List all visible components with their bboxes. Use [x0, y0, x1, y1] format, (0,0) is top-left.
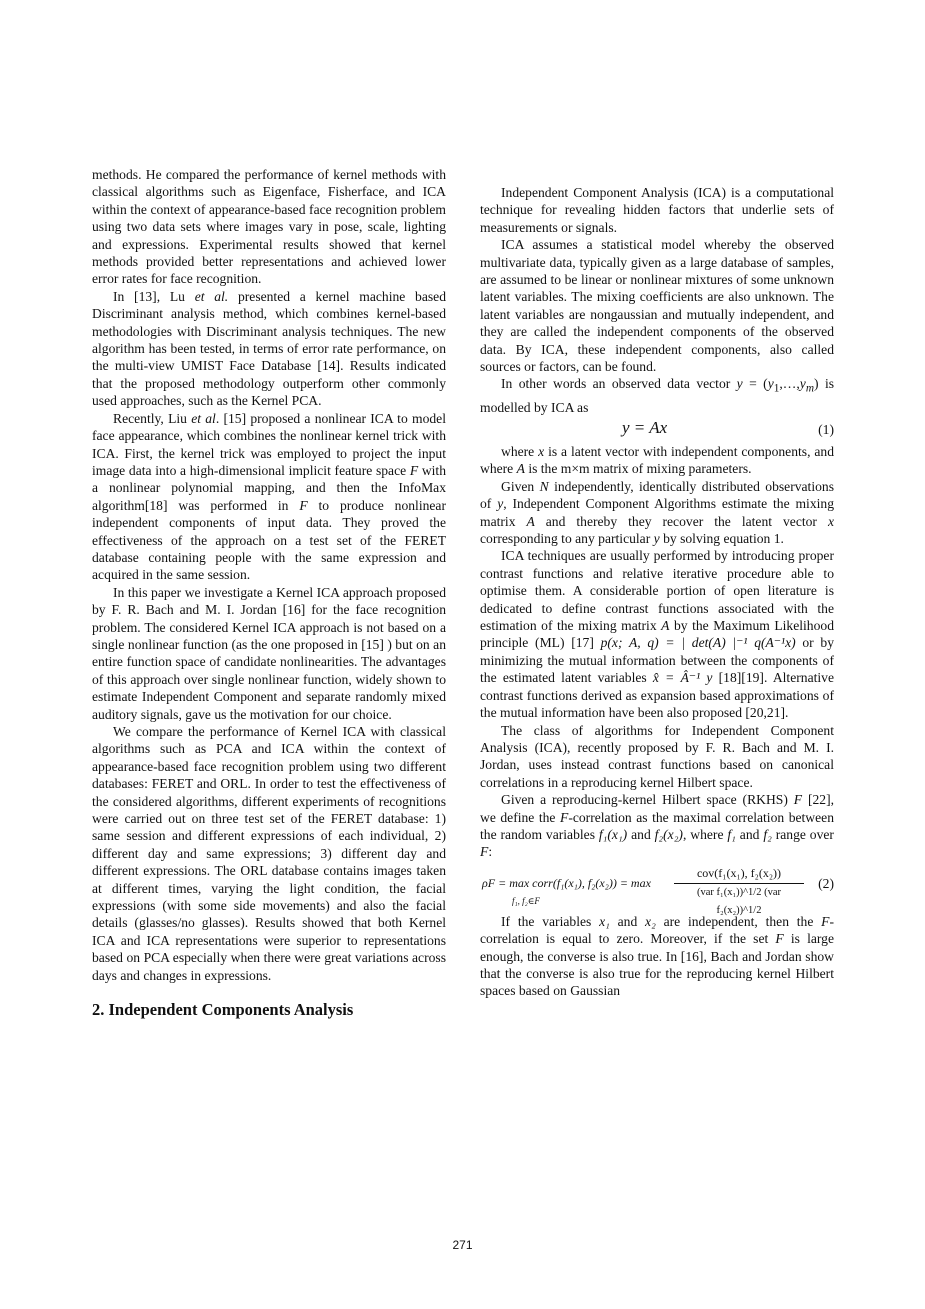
right-paragraph-5 [480, 478, 834, 548]
italic-run: N [539, 478, 549, 494]
equation-2-numerator: cov(f₁(x₁), f₂(x₂)) [674, 865, 804, 884]
italic-run: f₂(x₂) [654, 826, 683, 842]
right-paragraph-8 [480, 791, 834, 861]
text-run: is large enough, the converse is also true. In [16], Bach and Jordan show that the converse is also true for the reproducing kernel Hilbert spaces based on Gaussian [480, 931, 834, 999]
italic-run: y [799, 376, 806, 392]
text-run: , where [682, 826, 728, 842]
text-run: corresponding to any particular [480, 531, 654, 547]
text-run: ,…, [779, 376, 800, 392]
section-heading: 2. Independent Components Analysis [92, 1000, 354, 1020]
text-run: with a nonlinear polynomial mapping, and then the InfoMax algorithm[18] was performed in [92, 462, 446, 513]
right-paragraph-1: Independent Component Analysis (ICA) is a computational technique for revealing hidden factors that underlie sets of measurements or signals. [480, 185, 834, 235]
italic-run: x₂ [645, 913, 656, 929]
left-paragraph-2 [92, 288, 446, 410]
text-run: . [15] proposed a nonlinear ICA to model face appearance, which combines the nonlinear kernel trick with ICA. First, the kernel trick was employed to project the input image data into a high-dimensional implicit feature space [92, 410, 446, 478]
text-run: , Independent Component Algorithms estimate the mixing matrix [480, 496, 834, 529]
text-run: Given a reproducing-kernel Hilbert space (RKHS) [501, 792, 794, 808]
italic-run: A [516, 461, 525, 477]
equation-2-lhs [482, 875, 651, 911]
text-run: [22], we define the [480, 792, 834, 825]
italic-run: F [409, 462, 419, 478]
text-run: [18][19]. Alternative contrast functions derived as expansion based approximations of the mutual information have been also proposed [20,21]. [480, 670, 834, 721]
italic-run: x [827, 513, 834, 529]
right-paragraph-4 [480, 443, 834, 478]
text-run: ρF = max corr(f₁(x₁), f₂(x₂)) = max [482, 875, 651, 890]
left-paragraph-3 [92, 410, 446, 584]
italic-run: y [497, 496, 504, 512]
left-column [92, 166, 446, 1019]
equation-2-fraction [674, 865, 804, 919]
right-paragraph-6 [480, 547, 834, 721]
right-paragraph-2: ICA assumes a statistical model whereby the observed multivariate data, typically given as a large database of samples, are assumed to be linear or nonlinear mixtures of some unknown latent variables. The mixing coefficients are also unknown. The latent variables are nongaussian and mutually independent, and they are called the independent components of the observed data. By ICA, these independent components, also called sources or factors, can be found. [480, 237, 834, 375]
text-run: ICA techniques are usually performed by introducing proper contrast functions and relative iterative procedure able to optimise them. A considerable portion of open literature is dedicated to define contrast functions associated with the estimation of the mixing matrix [480, 548, 834, 634]
subscript: m [805, 383, 815, 396]
left-paragraph-4: In this paper we investigate a Kernel ICA approach proposed by F. R. Bach and M. I. Jordan [16] for the face recognition problem. The considered Kernel ICA approach is not based on a single nonlinear function (as the one proposed in [15] ) but on an entire function space of candidate nonlinearities. The advantages of this approach over single nonlinear function, widely shown to estimate Independent Component and separate randomly mixed auditory signals, gave us the motivation for our choice. [92, 584, 446, 722]
text-run: by solving equation 1. [659, 531, 784, 547]
equation-1 [480, 419, 834, 441]
italic-run: x₁ [599, 913, 610, 929]
text-run: -correlation as the maximal correlation between the random variables [480, 809, 834, 842]
subscript: 1 [773, 383, 780, 396]
left-paragraph-1: methods. He compared the performance of kernel methods with classical algorithms such as Eigenface, Fisherface, and ICA within the context of appearance-based face recognition problem using two data sets where images vary in pose, scale, lighting and expressions. Experimental results showed that kernel methods provided better representations and achieved lower error rates for face recognition. [92, 167, 446, 287]
likelihood-formula: p(x; A, q) = | det(A) |⁻¹ q(A⁻¹x) [600, 635, 796, 651]
text-run: to produce nonlinear independent components of input data. They proved the effectiveness of the approach on a test set of the FERET database containing people with the same expression and acquired in the same session. [92, 497, 446, 583]
text-run: In [13], Lu [113, 288, 195, 304]
text-run: If the variables [501, 913, 600, 929]
italic-run: f₂ [763, 826, 772, 842]
page-number: 271 [452, 1238, 473, 1252]
right-paragraph-7: The class of algorithms for Independent Component Analysis (ICA), recently proposed by F. R. Bach and M. I. Jordan, uses instead contrast functions based on canonical correlations in a reproducing kernel Hilbert space. [480, 722, 834, 790]
text-run: : [488, 844, 493, 860]
text-run: -correlation is equal to zero. Moreover, if the set [480, 913, 835, 947]
equation-2 [480, 865, 834, 916]
italic-run: F [480, 844, 489, 860]
text-run: and [609, 913, 646, 929]
text-run: independently, identically distributed observations of [480, 478, 834, 512]
italic-run: F [821, 913, 830, 929]
text-run: = ( [742, 376, 768, 392]
text-run: and [735, 826, 764, 842]
text-run: and thereby they recover the latent vector [534, 513, 828, 529]
text-run: ) is modelled by ICA as [480, 376, 835, 415]
text-run: where [501, 444, 539, 459]
italic-run: F [299, 497, 308, 513]
italic-run: A [661, 618, 670, 634]
text-run: or by minimizing the mutual information between the components of the estimated latent variables [480, 635, 835, 686]
equation-2-denominator: (var f₁(x₁))^1/2 (var f₂(x₂))^1/2 [697, 887, 781, 916]
text-run: range over [771, 826, 834, 842]
italic-run: y [736, 376, 743, 392]
estimate-formula: x̂ = Â⁻¹ y [652, 670, 713, 686]
italic-run: y [767, 376, 774, 392]
italic-run: et al [191, 410, 216, 426]
italic-run: f₁(x₁) [598, 826, 628, 842]
italic-run: et al. [194, 288, 229, 304]
text-run: and [627, 826, 655, 842]
subscript: f₁, f₂∈F [512, 896, 540, 907]
text-run: Given [501, 478, 540, 494]
italic-run: F [775, 931, 784, 947]
text-run: presented a kernel machine based Discriminant analysis method, which combines kernel-based methodologies with Discriminant analysis techniques. The new algorithm has been tested, in terms of error rate performance, on the multi-view UMIST Face Database [14]. Results indicated that the proposed methodology outperform other commonly used approaches, such as the Kernel PCA. [92, 288, 446, 409]
italic-run: x [538, 444, 545, 459]
equation-1-number: (1) [818, 422, 834, 437]
equation-1-body: y = Ax [622, 418, 668, 437]
italic-run: f₁ [727, 826, 736, 842]
text-run: Recently, Liu [113, 410, 192, 426]
text-run: are independent, then the [655, 913, 822, 929]
right-paragraph-9 [480, 913, 834, 1000]
text-run: In other words an observed data vector [501, 376, 737, 392]
text-run: by the Maximum Likelihood principle (ML) [17] [480, 618, 834, 651]
equation-2-number: (2) [818, 875, 834, 891]
italic-run: F [793, 792, 803, 808]
italic-run: F [560, 809, 569, 825]
italic-run: y [653, 531, 660, 547]
right-column [480, 184, 834, 1000]
left-paragraph-5: We compare the performance of Kernel ICA with classical algorithms such as PCA and ICA within the context of appearance-based face recognition problem using two different databases: FERET and ORL. In order to test the effectiveness of the considered algorithms, different experiments of recognitions were carried out on three test set of the FERET database: 1) same session and different expressions of each individual, 2) different day and same expressions; 3) different day and different expressions. The ORL database contains images taken at different times, varying the light condition, the facial expressions (with some side movements) and also the facial details (glasses/no glasses). Results showed that both Kernel ICA and ICA representations were superior to representations based on PCA especially when there were great variations across days and changes in expressions. [92, 724, 446, 983]
right-paragraph-3 [480, 375, 834, 416]
text-run: is a latent vector with independent components, and where [480, 444, 834, 477]
text-run: is the m×m matrix of mixing parameters. [524, 461, 752, 477]
italic-run: A [526, 513, 535, 529]
